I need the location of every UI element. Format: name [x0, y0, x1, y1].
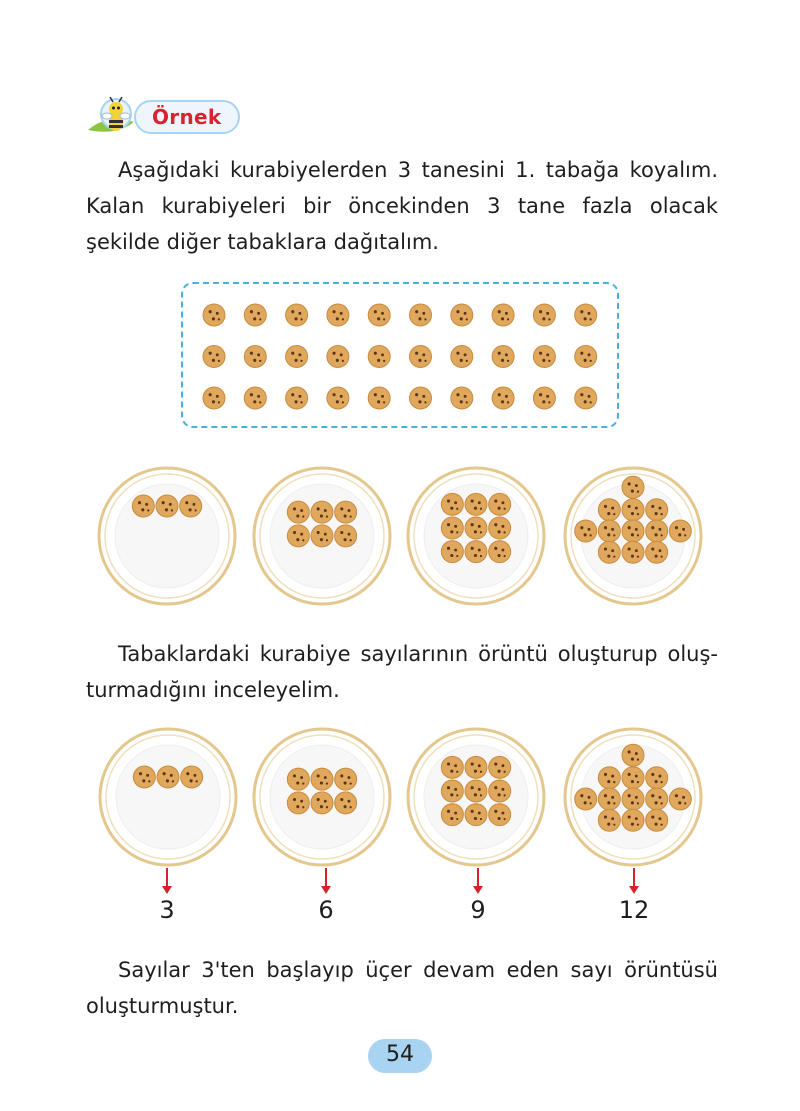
cookie-icon [622, 541, 644, 563]
example-badge [86, 92, 246, 144]
cookie-icon [132, 495, 154, 517]
cookie-icon [492, 304, 514, 326]
cookie-icon [157, 766, 179, 788]
cookie-icon [451, 346, 473, 368]
question-paragraph [86, 636, 718, 708]
cookie-icon [441, 541, 463, 563]
cookie-icon [489, 517, 511, 539]
cookie-icon [311, 501, 333, 523]
cookie-icon [646, 541, 668, 563]
cookie-icon [335, 792, 357, 814]
cookie-icon [646, 767, 668, 789]
cookie-icon [368, 346, 390, 368]
cookie-grid [183, 284, 621, 430]
plate-count-label: 6 [318, 896, 334, 924]
cookie-icon [335, 768, 357, 790]
cookie-icon [646, 499, 668, 521]
cookie-icon [622, 499, 644, 521]
cookie-icon [489, 493, 511, 515]
cookie-icon [311, 792, 333, 814]
cookie-icon [203, 304, 225, 326]
cookie-icon [533, 304, 555, 326]
cookie-icon [575, 346, 597, 368]
cookie-icon [327, 346, 349, 368]
cookie-icon [598, 541, 620, 563]
plates-row-2 [0, 723, 800, 873]
plate [99, 468, 235, 604]
cookie-icon [286, 346, 308, 368]
cookie-icon [441, 780, 463, 802]
cookie-icon [287, 525, 309, 547]
arrow-icon [633, 868, 635, 888]
cookie-icon [622, 788, 644, 810]
cookie-icon [311, 768, 333, 790]
plate [100, 729, 236, 865]
cookie-icon [598, 767, 620, 789]
cookie-icon [133, 766, 155, 788]
cookie-icon [465, 756, 487, 778]
conclusion-text: Sayılar 3'ten başlayıp üçer devam eden sayı örüntüsü oluşturmuştur. [86, 958, 718, 1018]
cookie-icon [441, 517, 463, 539]
cookie-icon [646, 520, 668, 542]
cookie-icon [244, 304, 266, 326]
cookie-icon [335, 525, 357, 547]
cookie-icon [669, 788, 691, 810]
cookie-icon [465, 780, 487, 802]
cookie-icon [287, 501, 309, 523]
cookie-icon [646, 788, 668, 810]
arrow-icon [477, 868, 479, 888]
cookie-icon [533, 346, 555, 368]
cookie-icon [465, 541, 487, 563]
cookie-icon [465, 804, 487, 826]
cookie-icon [669, 520, 691, 542]
cookie-icon [465, 517, 487, 539]
cookie-icon [489, 541, 511, 563]
cookie-icon [451, 304, 473, 326]
cookie-icon [203, 387, 225, 409]
cookie-icon [598, 809, 620, 831]
cookie-icon [286, 387, 308, 409]
plate-count-label: 12 [618, 896, 650, 924]
cookie-icon [465, 493, 487, 515]
cookie-icon [533, 387, 555, 409]
cookie-icon [244, 387, 266, 409]
cookie-icon [368, 387, 390, 409]
cookie-icon [410, 387, 432, 409]
cookie-icon [622, 767, 644, 789]
intro-paragraph [86, 152, 718, 260]
plate [408, 468, 544, 604]
cookie-icon [286, 304, 308, 326]
plate-count-label: 3 [159, 896, 175, 924]
plate [408, 729, 544, 865]
cookie-icon [575, 788, 597, 810]
cookie-icon [180, 495, 202, 517]
cookie-icon [368, 304, 390, 326]
cookie-icon [575, 520, 597, 542]
cookie-icon [598, 520, 620, 542]
cookie-icon [489, 780, 511, 802]
intro-text: Aşağıdaki kurabiyelerden 3 tanesini 1. tabağa koyalım. Kalan kurabiyeleri bir öncekinden 3 tane fazla olacak şekilde diğer tabaklara dağıtalım. [86, 158, 718, 254]
cookie-icon [492, 387, 514, 409]
cookie-icon [622, 476, 644, 498]
cookie-icon [181, 766, 203, 788]
cookie-icon [244, 346, 266, 368]
cookie-icon [451, 387, 473, 409]
cookie-icon [489, 804, 511, 826]
plate [254, 468, 390, 604]
plates-row-1 [0, 450, 800, 620]
cookie-icon [287, 792, 309, 814]
cookie-icon [203, 346, 225, 368]
cookie-icon [575, 304, 597, 326]
cookie-icon [598, 788, 620, 810]
cookie-icon [327, 387, 349, 409]
plate [254, 729, 390, 865]
page-number: 54 [386, 1042, 414, 1067]
cookie-icon [441, 493, 463, 515]
plate-count-label: 9 [470, 896, 486, 924]
cookie-icon [410, 304, 432, 326]
arrow-icon [325, 868, 327, 888]
cookie-icon [335, 501, 357, 523]
cookie-icon [492, 346, 514, 368]
cookie-icon [622, 520, 644, 542]
conclusion-paragraph [86, 952, 718, 1024]
cookie-icon [441, 756, 463, 778]
cookie-icon [311, 525, 333, 547]
cookie-icon [575, 387, 597, 409]
arrow-icon [166, 868, 168, 888]
cookie-icon [622, 744, 644, 766]
cookie-icon [156, 495, 178, 517]
cookie-icon [598, 499, 620, 521]
bee-mascot-icon [86, 92, 148, 144]
cookie-icon [622, 809, 644, 831]
example-badge-label: Örnek [152, 105, 222, 129]
cookie-icon [646, 809, 668, 831]
cookie-icon [410, 346, 432, 368]
plate [565, 729, 701, 865]
cookie-icon [287, 768, 309, 790]
cookie-box [181, 282, 619, 428]
cookie-icon [441, 804, 463, 826]
cookie-icon [489, 756, 511, 778]
question-text: Tabaklardaki kurabiye sayılarının örüntü oluşturup oluş-turmadığını inceleyelim. [86, 642, 718, 702]
plate [565, 468, 701, 604]
cookie-icon [327, 304, 349, 326]
